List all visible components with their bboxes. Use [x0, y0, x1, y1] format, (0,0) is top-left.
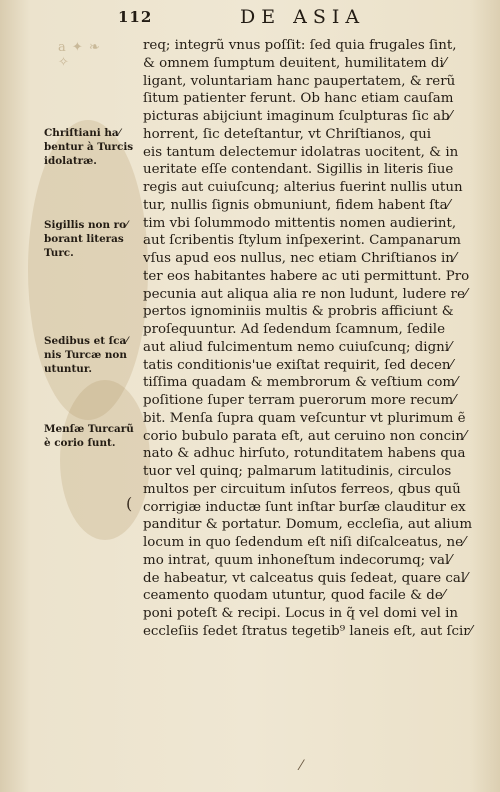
marginal-note-line: Menſæ Turcarũ	[44, 423, 134, 435]
text-line: ueritate eſſe contendant. Sigillis in literis ſiue	[143, 162, 454, 178]
marginal-note-line: è corio ſunt.	[44, 437, 116, 449]
running-head: DE ASIA	[240, 6, 366, 28]
marginal-note	[44, 422, 140, 450]
marginal-note-line: Chriſtiani ha⁄	[44, 127, 121, 139]
text-line: de habeatur, vt calceatus quis ſedeat, quare cal⁄	[143, 570, 468, 586]
margin-mark: (	[126, 494, 133, 513]
text-line: aut aliud fulcimentum nemo cuiuſcunq; digni⁄	[143, 339, 452, 355]
text-line: req; integrũ vnus poſſit: ſed quia frugales ſint,	[143, 38, 457, 53]
text-line: corio bubulo parata eſt, aut ceruino non concin⁄	[143, 428, 467, 444]
text-line: eis tantum delectemur idolatras uocitent, & in	[143, 144, 459, 160]
marginal-note-line: Sigillis non ro⁄	[44, 219, 128, 231]
marginal-note-line: borant literas	[44, 233, 124, 245]
marginal-note	[44, 218, 140, 260]
marginal-note	[44, 334, 140, 376]
text-line: bit. Menſa ſupra quam veſcuntur vt plurimum ẽ	[143, 410, 466, 426]
text-line: tur, nullis ſignis obmuniunt, fidem habent ſta⁄	[143, 197, 450, 213]
text-line: corrigiæ inductæ ſunt inſtar burſæ clauditur ex	[143, 499, 466, 515]
marginal-note-line: idolatræ.	[44, 155, 97, 167]
text-line: pertos ignominiis multis & probris afficiunt &	[143, 304, 454, 320]
text-line: ceamento quodam utuntur, quod facile & de⁄	[143, 588, 446, 604]
text-line: poſitione ſuper terram puerorum more recum⁄	[143, 393, 456, 408]
text-line: regis aut cuiuſcunq; alterius fuerint nullis utun	[143, 180, 463, 195]
paper-stain	[60, 380, 150, 540]
text-line: panditur & portatur. Domum, eccleſia, aut alium	[143, 517, 473, 533]
text-line: tatis conditionis'ue exiſtat requirit, ſed decen⁄	[143, 357, 453, 373]
page-number: 112	[118, 8, 153, 26]
page-header	[0, 6, 500, 30]
marginal-note-line: Sedibus et ſca⁄	[44, 335, 128, 347]
text-line: & omnem ſumptum deuitent, humilitatem di⁄	[143, 55, 446, 71]
text-line: vſus apud eos nullus, nec etiam Chriſtianos in⁄	[143, 251, 457, 266]
faded-ornament: a ✦ ❧ ✧	[58, 40, 101, 70]
text-line: mo intrat, quum inhoneſtum indecorumq; val⁄	[143, 552, 452, 568]
text-line: tiſſima quadam & membrorum & veſtium com⁄	[143, 375, 458, 391]
marginal-note-line: utuntur.	[44, 363, 92, 375]
text-line: aut ſcribentis ſtylum inſpexerint. Campanarum	[143, 233, 461, 249]
text-line: pecunia aut aliqua alia re non ludunt, ludere re⁄	[143, 286, 468, 302]
text-line: locum in quo ſedendum eſt niſi diſcalceatus, ne⁄	[143, 535, 466, 550]
marginal-note-line: nis Turcæ non	[44, 349, 127, 361]
text-line: picturas abijciunt imaginum ſculpturas ſic ab⁄	[143, 109, 452, 124]
text-line: proſequuntur. Ad ſedendum ſcamnum, ſedile	[143, 322, 445, 337]
ink-scribble: ⁄	[300, 758, 303, 774]
marginal-note-line: Turc.	[44, 247, 74, 259]
text-line: ter eos habitantes habere ac uti permittunt. Pro	[143, 268, 470, 284]
body-text	[143, 37, 478, 641]
text-line: ſitum patienter ferunt. Ob hanc etiam cauſam	[143, 91, 454, 107]
text-line: ligant, voluntariam hanc paupertatem, & rerũ	[143, 73, 456, 89]
marginal-note-line: bentur à Turcis	[44, 141, 134, 153]
text-line: multos per circuitum inſutos ferreos, qbus quũ	[143, 481, 461, 497]
marginal-note	[44, 126, 140, 168]
text-line: poni poteſt & recipi. Locus in q̃ vel domi vel in	[143, 606, 459, 621]
text-line: horrent, ſic deteſtantur, vt Chriſtianos, qui	[143, 126, 432, 142]
text-line: eccleſiis ſedet ſtratus tegetib⁹ laneis eſt, aut ſcir⁄	[143, 623, 472, 639]
text-line: nato & adhuc hirſuto, rotunditatem habens qua	[143, 446, 466, 462]
text-line: tim vbi ſolummodo mittentis nomen audierint,	[143, 215, 457, 231]
text-line: tuor vel quinq; palmarum latitudinis, circulos	[143, 464, 452, 479]
